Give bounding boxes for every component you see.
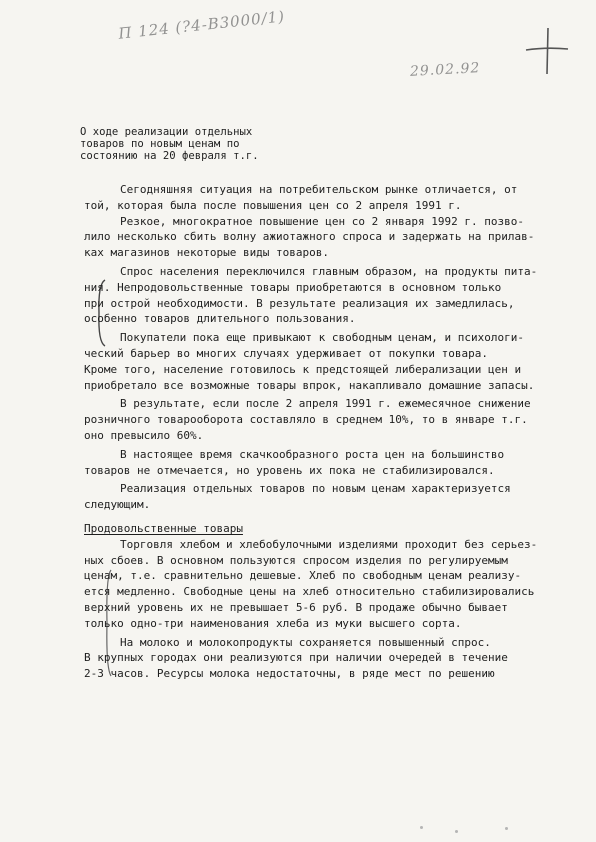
text-line: лило несколько сбить волну ажиотажного спроса и задержать на прилав- bbox=[84, 230, 535, 244]
text-line: ных сбоев. В основном пользуются спросом изделия по регулируемым bbox=[84, 553, 508, 567]
text-line: особенно товаров длительного пользования. bbox=[84, 312, 356, 326]
text-line: ках магазинов некоторые виды товаров. bbox=[84, 246, 330, 260]
section-heading: Продовольственные товары bbox=[84, 521, 243, 535]
scan-speck bbox=[455, 830, 458, 833]
text-line: розничного товарооборота составляло в среднем 10%, то в январе т.г. bbox=[84, 413, 528, 427]
text-line: Покупатели пока еще привыкают к свободным ценам, и психологи- bbox=[120, 331, 524, 345]
text-line: Резкое, многократное повышение цен со 2 января 1992 г. позво- bbox=[120, 214, 524, 228]
text-line: при острой необходимости. В результате реализация их замедлилась, bbox=[84, 296, 515, 310]
text-line: Реализация отдельных товаров по новым ценам характеризуется bbox=[120, 482, 511, 496]
handwritten-date: 29.02.92 bbox=[409, 60, 481, 80]
scan-speck bbox=[505, 827, 508, 830]
scan-speck bbox=[420, 826, 423, 829]
text-line: В крупных городах они реализуются при наличии очередей в течение bbox=[84, 651, 508, 665]
text-line: Торговля хлебом и хлебобулочными изделиями проходит без серьез- bbox=[120, 537, 538, 551]
text-line: оно превысило 60%. bbox=[84, 428, 204, 442]
text-line: ется медленно. Свободные цены на хлеб относительно стабилизировались bbox=[84, 585, 535, 599]
text-line: только одно-три наименования хлеба из муки высшего сорта. bbox=[84, 616, 462, 630]
text-line: ценам, т.е. сравнительно дешевые. Хлеб по свободным ценам реализу- bbox=[84, 569, 522, 583]
text-line: Спрос населения переключился главным образом, на продукты пита- bbox=[120, 264, 538, 278]
document-body bbox=[84, 182, 556, 682]
text-line: 2-3 часов. Ресурсы молока недостаточны, в ряде мест по решению bbox=[84, 667, 495, 681]
handwritten-plus-mark bbox=[524, 26, 570, 76]
text-line: В настоящее время скачкообразного роста цен на большинство bbox=[120, 447, 505, 461]
text-line: приобретало все возможные товары впрок, накапливало домашние запасы. bbox=[84, 378, 535, 392]
text-line: ческий барьер во многих случаях удерживает от покупки товара. bbox=[84, 346, 488, 360]
text-line: ния. Непродовольственные товары приобретаются в основном только bbox=[84, 280, 502, 294]
text-line: В результате, если после 2 апреля 1991 г. ежемесячное снижение bbox=[120, 397, 531, 411]
text-line: следующим. bbox=[84, 498, 151, 512]
text-line: верхний уровень их не превышает 5-6 руб. В продаже обычно бывает bbox=[84, 600, 508, 614]
text-line: той, которая была после повышения цен со 2 апреля 1991 г. bbox=[84, 198, 462, 212]
handwritten-archive-code: П 124 (?4-В3000/1) bbox=[117, 7, 286, 43]
text-line: товаров не отмечается, но уровень их пока не стабилизировался. bbox=[84, 463, 495, 477]
text-line: Кроме того, население готовилось к предстоящей либерализации цен и bbox=[84, 362, 522, 376]
text-line: На молоко и молокопродукты сохраняется повышенный спрос. bbox=[120, 635, 491, 649]
document-title: О ходе реализации отдельных товаров по новым ценам по состоянию на 20 февраля т.г. bbox=[80, 126, 259, 162]
text-line: Сегодняшняя ситуация на потребительском рынке отличается, от bbox=[120, 183, 518, 196]
